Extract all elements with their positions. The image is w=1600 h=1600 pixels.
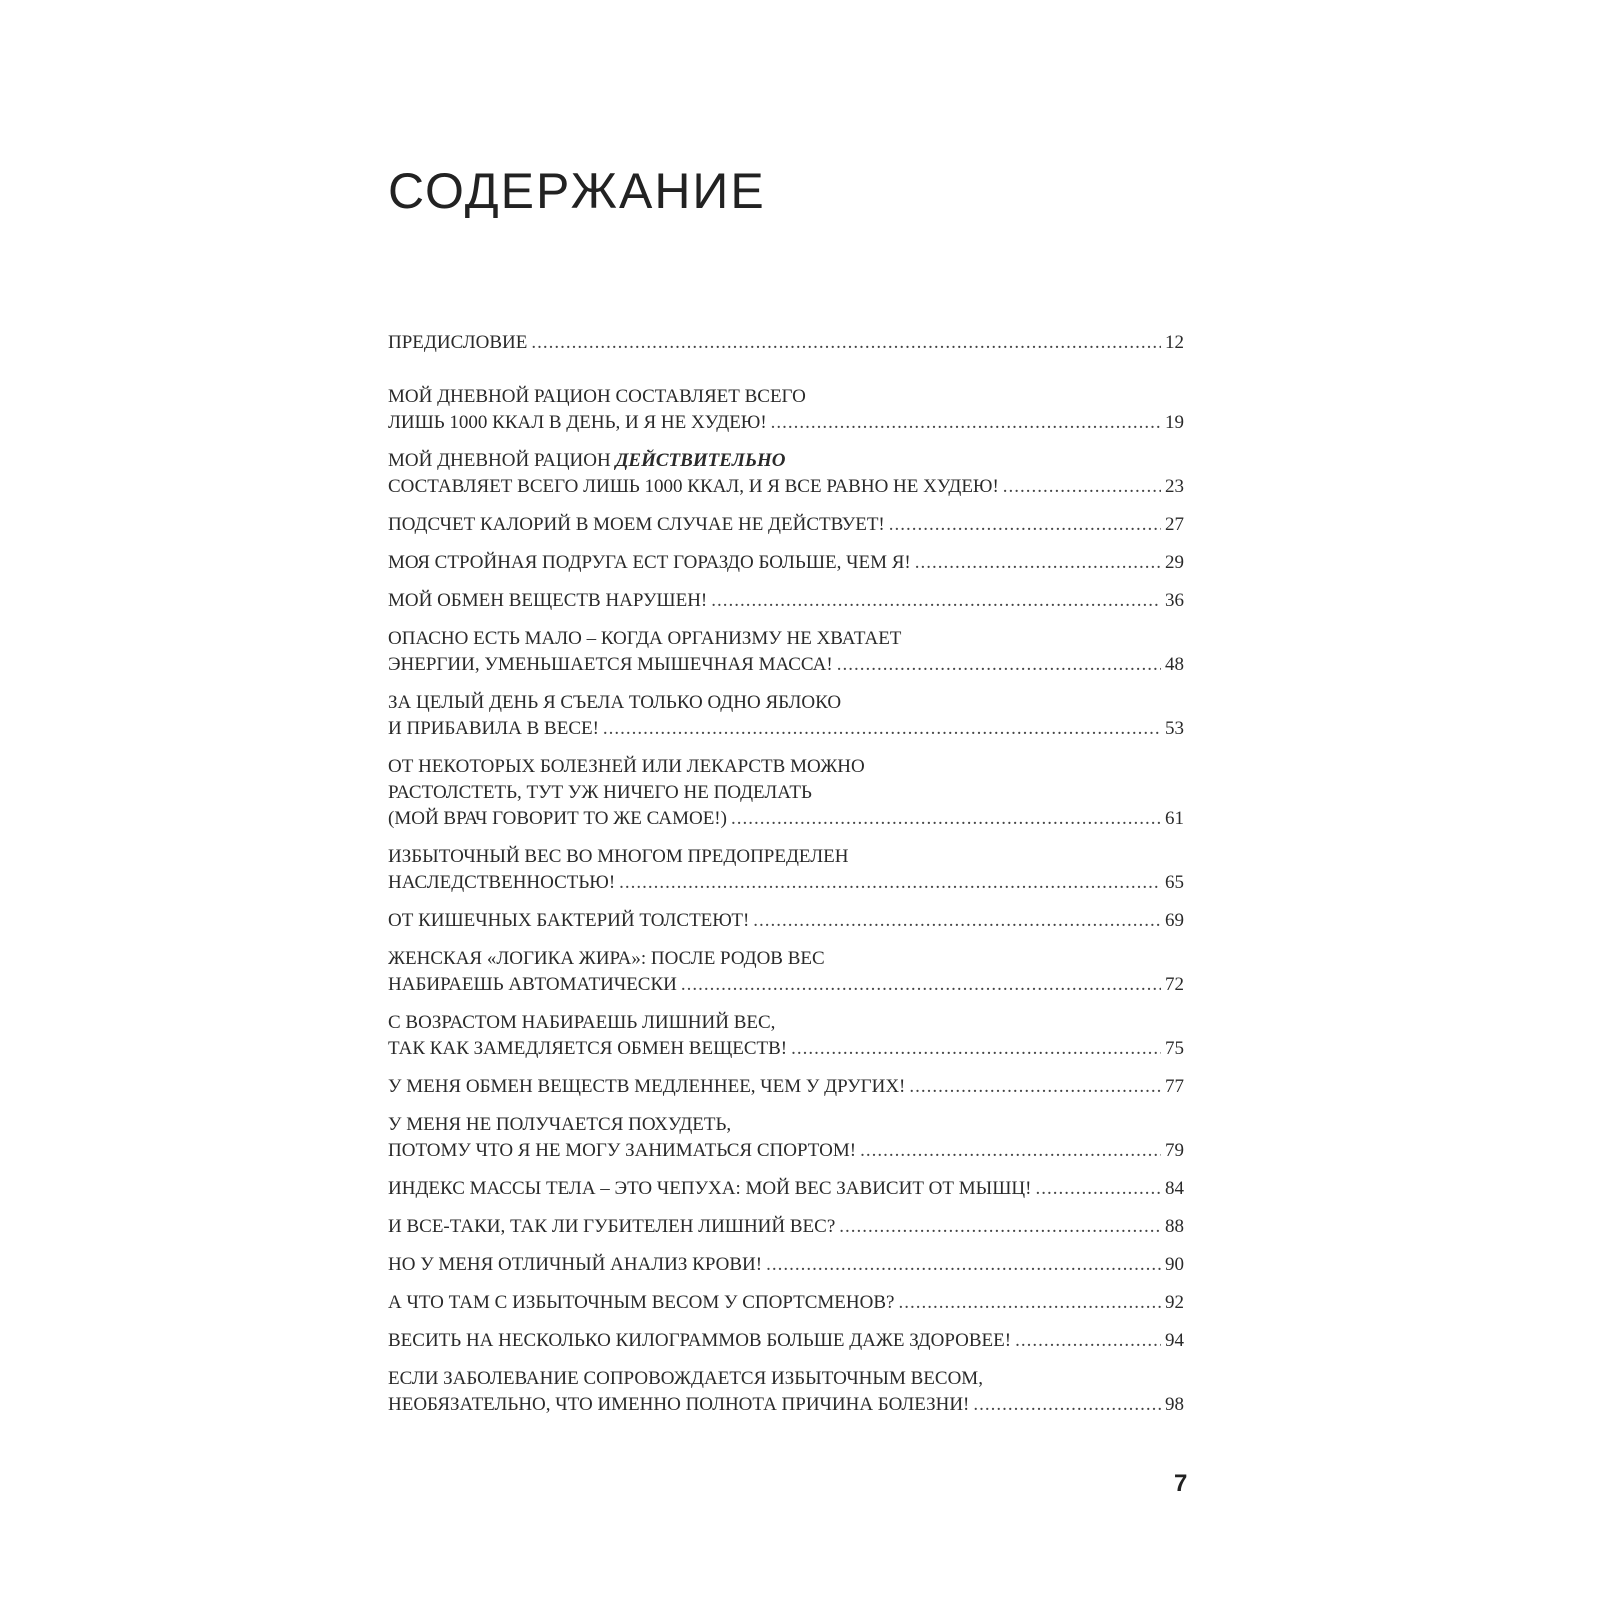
toc-entry-text: И ВСЕ-ТАКИ, ТАК ЛИ ГУБИТЕЛЕН ЛИШНИЙ ВЕС? bbox=[388, 1216, 836, 1237]
toc-entry bbox=[388, 1366, 1184, 1418]
toc-entry-last-line bbox=[388, 550, 1184, 576]
dot-leader bbox=[771, 410, 1161, 436]
toc-entry-line: У МЕНЯ НЕ ПОЛУЧАЕТСЯ ПОХУДЕТЬ, bbox=[388, 1114, 732, 1135]
toc-page-number: 72 bbox=[1165, 974, 1184, 995]
toc-entry-last-line bbox=[388, 512, 1184, 538]
toc-entry-text: ЛИШЬ 1000 ККАЛ В ДЕНЬ, И Я НЕ ХУДЕЮ! bbox=[388, 412, 767, 433]
toc-page-number: 27 bbox=[1165, 514, 1184, 535]
toc-entry bbox=[388, 1176, 1184, 1202]
toc-entry-last-line bbox=[388, 1036, 1184, 1062]
toc-page-number: 36 bbox=[1165, 590, 1184, 611]
dot-leader bbox=[766, 1252, 1161, 1278]
toc-page-number: 77 bbox=[1165, 1076, 1184, 1097]
toc-entry-text: СОСТАВЛЯЕТ ВСЕГО ЛИШЬ 1000 ККАЛ, И Я ВСЕ РАВНО НЕ ХУДЕЮ! bbox=[388, 476, 999, 497]
toc-page-number: 29 bbox=[1165, 552, 1184, 573]
toc-page-number: 23 bbox=[1165, 476, 1184, 497]
dot-leader bbox=[973, 1392, 1161, 1418]
dot-leader bbox=[837, 652, 1161, 678]
toc-entry-line: ЕСЛИ ЗАБОЛЕВАНИЕ СОПРОВОЖДАЕТСЯ ИЗБЫТОЧНЫМ ВЕСОМ, bbox=[388, 1368, 983, 1389]
toc-entry bbox=[388, 1112, 1184, 1164]
toc-entry bbox=[388, 588, 1184, 614]
toc-entry bbox=[388, 1328, 1184, 1354]
toc-page-number: 90 bbox=[1165, 1254, 1184, 1275]
toc-entry bbox=[388, 512, 1184, 538]
toc-entry-text: НЕОБЯЗАТЕЛЬНО, ЧТО ИМЕННО ПОЛНОТА ПРИЧИНА БОЛЕЗНИ! bbox=[388, 1394, 970, 1415]
toc-page-number: 65 bbox=[1165, 872, 1184, 893]
toc-entry-last-line bbox=[388, 474, 1184, 500]
toc-entry-text: ЭНЕРГИИ, УМЕНЬШАЕТСЯ МЫШЕЧНАЯ МАССА! bbox=[388, 654, 833, 675]
toc-entry-text: НО У МЕНЯ ОТЛИЧНЫЙ АНАЛИЗ КРОВИ! bbox=[388, 1254, 763, 1275]
toc-entry-text: ОТ КИШЕЧНЫХ БАКТЕРИЙ ТОЛСТЕЮТ! bbox=[388, 910, 750, 931]
toc-entry-emphasis: ДЕЙСТВИТЕЛЬНО bbox=[615, 450, 786, 471]
toc-entry bbox=[388, 1074, 1184, 1100]
dot-leader bbox=[711, 588, 1161, 614]
toc-page-number: 69 bbox=[1165, 910, 1184, 931]
toc-entry-last-line bbox=[388, 1392, 1184, 1418]
dot-leader bbox=[603, 716, 1161, 742]
toc-entry-text: НАСЛЕДСТВЕННОСТЬЮ! bbox=[388, 872, 616, 893]
dot-leader bbox=[909, 1074, 1161, 1100]
toc-entry-last-line bbox=[388, 1252, 1184, 1278]
toc-entry-last-line bbox=[388, 806, 1184, 832]
toc-entry bbox=[388, 626, 1184, 678]
toc-entry-last-line bbox=[388, 1074, 1184, 1100]
toc-page-number: 53 bbox=[1165, 718, 1184, 739]
toc-entry-text: МОЙ ОБМЕН ВЕЩЕСТВ НАРУШЕН! bbox=[388, 590, 708, 611]
toc-entry-last-line bbox=[388, 330, 1184, 356]
toc-entry-text: ТАК КАК ЗАМЕДЛЯЕТСЯ ОБМЕН ВЕЩЕСТВ! bbox=[388, 1038, 788, 1059]
dot-leader bbox=[915, 550, 1161, 576]
toc-entry-last-line bbox=[388, 1214, 1184, 1240]
toc-entry-text: (МОЙ ВРАЧ ГОВОРИТ ТО ЖЕ САМОЕ!) bbox=[388, 808, 727, 829]
toc-page-number: 79 bbox=[1165, 1140, 1184, 1161]
dot-leader bbox=[753, 908, 1161, 934]
toc-page-number: 92 bbox=[1165, 1292, 1184, 1313]
dot-leader bbox=[860, 1138, 1161, 1164]
dot-leader bbox=[731, 806, 1161, 832]
toc-entry-text: ПОДСЧЕТ КАЛОРИЙ В МОЕМ СЛУЧАЕ НЕ ДЕЙСТВУЕТ! bbox=[388, 514, 885, 535]
toc-page-number: 98 bbox=[1165, 1394, 1184, 1415]
toc-entry bbox=[388, 1290, 1184, 1316]
dot-leader bbox=[1003, 474, 1161, 500]
toc-entry-line: РАСТОЛСТЕТЬ, ТУТ УЖ НИЧЕГО НЕ ПОДЕЛАТЬ bbox=[388, 782, 812, 803]
toc-entry-line: ОТ НЕКОТОРЫХ БОЛЕЗНЕЙ ИЛИ ЛЕКАРСТВ МОЖНО bbox=[388, 756, 865, 777]
toc-entry-line: ИЗБЫТОЧНЫЙ ВЕС ВО МНОГОМ ПРЕДОПРЕДЕЛЕН bbox=[388, 846, 849, 867]
toc-entry-text: МОЯ СТРОЙНАЯ ПОДРУГА ЕСТ ГОРАЗДО БОЛЬШЕ, ЧЕМ Я! bbox=[388, 552, 911, 573]
toc-entry-text: ПРЕДИСЛОВИЕ bbox=[388, 332, 528, 353]
toc-entry-last-line bbox=[388, 1290, 1184, 1316]
dot-leader bbox=[889, 512, 1161, 538]
toc-entry bbox=[388, 946, 1184, 998]
dot-leader bbox=[791, 1036, 1161, 1062]
toc-entry-last-line bbox=[388, 716, 1184, 742]
toc-entry bbox=[388, 1010, 1184, 1062]
toc-page-number: 19 bbox=[1165, 412, 1184, 433]
toc-entry-line: ЗА ЦЕЛЫЙ ДЕНЬ Я СЪЕЛА ТОЛЬКО ОДНО ЯБЛОКО bbox=[388, 692, 842, 713]
dot-leader bbox=[1015, 1328, 1161, 1354]
toc-entry-last-line bbox=[388, 870, 1184, 896]
toc-entry bbox=[388, 1214, 1184, 1240]
dot-leader bbox=[1035, 1176, 1161, 1202]
toc-entry-last-line bbox=[388, 1138, 1184, 1164]
contents-heading: СОДЕРЖАНИЕ bbox=[388, 163, 766, 219]
toc-entry-line: ЖЕНСКАЯ «ЛОГИКА ЖИРА»: ПОСЛЕ РОДОВ ВЕС bbox=[388, 948, 825, 969]
toc-page-number: 48 bbox=[1165, 654, 1184, 675]
dot-leader bbox=[681, 972, 1161, 998]
toc-entry-text: МОЙ ДНЕВНОЙ РАЦИОН bbox=[388, 450, 611, 471]
toc-entry-last-line bbox=[388, 588, 1184, 614]
toc-entry-line: ОПАСНО ЕСТЬ МАЛО – КОГДА ОРГАНИЗМУ НЕ ХВАТАЕТ bbox=[388, 628, 902, 649]
toc-entry bbox=[388, 384, 1184, 436]
toc-page-number: 12 bbox=[1165, 332, 1184, 353]
toc-entry-last-line bbox=[388, 652, 1184, 678]
toc-entry-line bbox=[388, 448, 1184, 474]
toc-entry-last-line bbox=[388, 1176, 1184, 1202]
toc-page-number: 88 bbox=[1165, 1216, 1184, 1237]
toc-entry-last-line bbox=[388, 410, 1184, 436]
toc-page-number: 61 bbox=[1165, 808, 1184, 829]
toc-page-number: 75 bbox=[1165, 1038, 1184, 1059]
toc-entry bbox=[388, 908, 1184, 934]
toc-page-number: 94 bbox=[1165, 1330, 1184, 1351]
toc-entry-text: И ПРИБАВИЛА В ВЕСЕ! bbox=[388, 718, 599, 739]
toc-entry-line: С ВОЗРАСТОМ НАБИРАЕШЬ ЛИШНИЙ ВЕС, bbox=[388, 1012, 776, 1033]
toc-page-number: 84 bbox=[1165, 1178, 1184, 1199]
page-number: 7 bbox=[1174, 1470, 1188, 1497]
toc-entry-text: ВЕСИТЬ НА НЕСКОЛЬКО КИЛОГРАММОВ БОЛЬШЕ ДАЖЕ ЗДОРОВЕЕ! bbox=[388, 1330, 1012, 1351]
toc-entry bbox=[388, 550, 1184, 576]
dot-leader bbox=[619, 870, 1161, 896]
dot-leader bbox=[531, 330, 1161, 356]
toc-entry-text: У МЕНЯ ОБМЕН ВЕЩЕСТВ МЕДЛЕННЕЕ, ЧЕМ У ДРУГИХ! bbox=[388, 1076, 906, 1097]
toc-entry-text: НАБИРАЕШЬ АВТОМАТИЧЕСКИ bbox=[388, 974, 677, 995]
toc-entry-last-line bbox=[388, 1328, 1184, 1354]
toc-entry bbox=[388, 330, 1184, 356]
toc-entry bbox=[388, 448, 1184, 500]
toc-entry bbox=[388, 1252, 1184, 1278]
table-of-contents bbox=[388, 330, 1184, 1430]
toc-entry-last-line bbox=[388, 972, 1184, 998]
toc-entry-text: А ЧТО ТАМ С ИЗБЫТОЧНЫМ ВЕСОМ У СПОРТСМЕНОВ? bbox=[388, 1292, 895, 1313]
dot-leader bbox=[839, 1214, 1161, 1240]
toc-entry bbox=[388, 754, 1184, 832]
toc-entry-last-line bbox=[388, 908, 1184, 934]
toc-entry-line: МОЙ ДНЕВНОЙ РАЦИОН СОСТАВЛЯЕТ ВСЕГО bbox=[388, 386, 806, 407]
toc-entry bbox=[388, 690, 1184, 742]
toc-entry-text: ИНДЕКС МАССЫ ТЕЛА – ЭТО ЧЕПУХА: МОЙ ВЕС ЗАВИСИТ ОТ МЫШЦ! bbox=[388, 1178, 1032, 1199]
toc-entry bbox=[388, 844, 1184, 896]
dot-leader bbox=[898, 1290, 1161, 1316]
toc-entry-text: ПОТОМУ ЧТО Я НЕ МОГУ ЗАНИМАТЬСЯ СПОРТОМ! bbox=[388, 1140, 857, 1161]
